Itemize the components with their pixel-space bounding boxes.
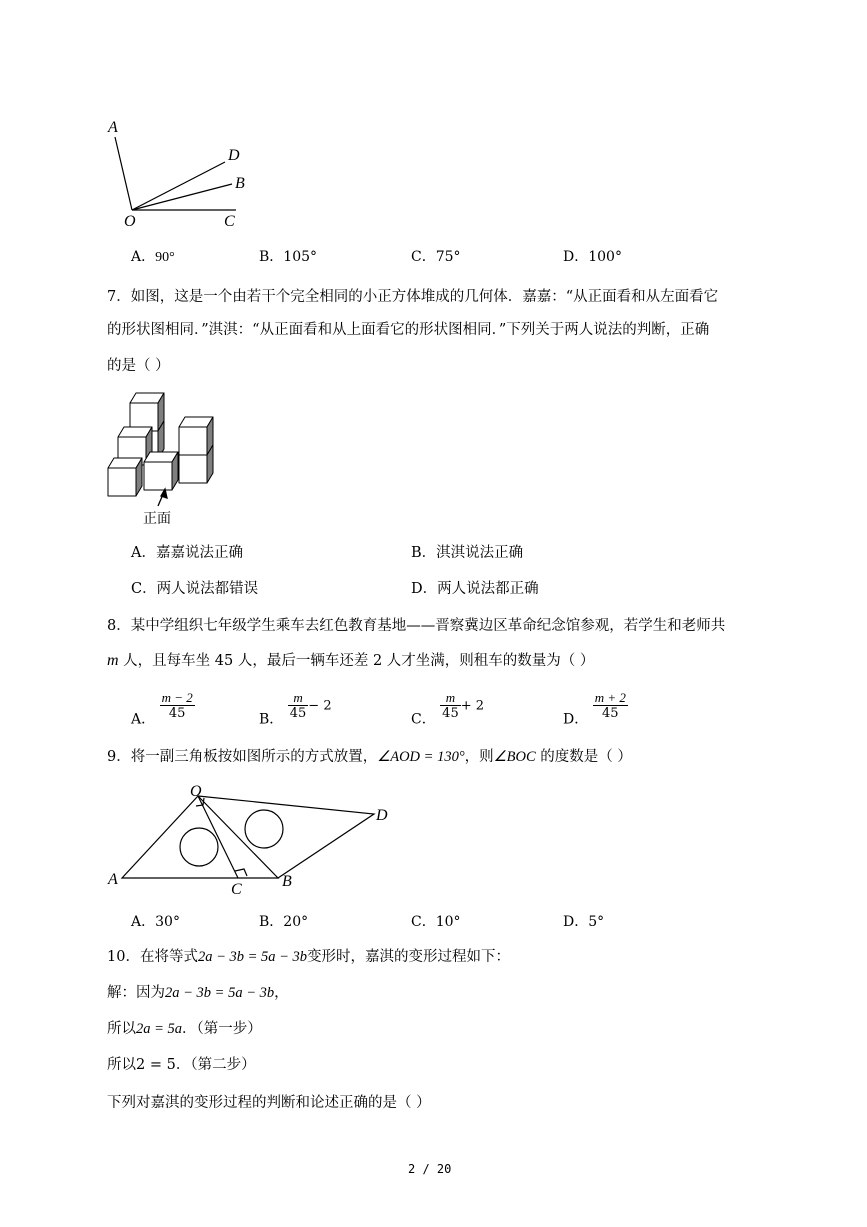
q10-question: 下列对嘉淇的变形过程的判断和论述正确的是（ ）	[107, 1095, 431, 1111]
label-c: C	[231, 881, 242, 898]
q6-option-b[interactable]: B．105°	[259, 249, 318, 265]
fraction: $\frac{m - 2}{45}$	[161, 690, 193, 721]
q10-step-2: 所以2 = 5．（第二步）	[107, 1057, 256, 1073]
q9-line: 9．将一副三角板按如图所示的方式放置，∠AOD = 130°，则∠BOC 的度数是（ ）	[107, 749, 632, 765]
q9-option-b[interactable]: B．20°	[259, 914, 309, 930]
q9-option-c[interactable]: C．10°	[411, 914, 461, 930]
angle-figure-q6	[100, 112, 260, 234]
q9-option-d[interactable]: D．5°	[563, 914, 605, 930]
q10-line-1: 10．在将等式2a − 3b = 5a − 3b变形时，嘉淇的变形过程如下：	[107, 949, 511, 965]
label-o: O	[124, 213, 136, 230]
set-square-figure	[104, 782, 400, 900]
q8-option-b[interactable]: B． $\frac{m}{45}$ − 2	[259, 690, 332, 728]
label-o: O	[190, 783, 202, 800]
q7-option-c[interactable]: C．两人说法都错误	[131, 581, 259, 597]
q8-line-1: 8．某中学组织七年级学生乘车去红色教育基地——晋察冀边区革命纪念馆参观，若学生和老师共	[107, 618, 726, 634]
q10-step-1: 所以2a = 5a．（第一步）	[107, 1021, 262, 1037]
q7-line-1: 7．如图，这是一个由若干个完全相同的小正方体堆成的几何体．嘉嘉：“从正面看和从左面看它	[107, 289, 719, 305]
q6-option-a[interactable]: A．90°	[131, 249, 175, 265]
label-c: C	[224, 213, 235, 230]
q7-line-2: 的形状图相同．”淇淇：“从正面看和从上面看它的形状图相同．”下列关于两人说法的判断，正确	[107, 322, 710, 338]
cube-stack-figure	[104, 390, 224, 508]
q8-option-d[interactable]: D． $\frac{m + 2}{45}$	[563, 690, 626, 728]
q8-line-2: m 人，且每车坐 45 人，最后一辆车还差 2 人才坐满，则租车的数量为（ ）	[107, 652, 595, 669]
label-d: D	[376, 807, 388, 824]
fraction: $\frac{m + 2}{45}$	[594, 690, 626, 721]
label-a: A	[108, 871, 118, 888]
cube-front-caption: 正面	[143, 511, 171, 527]
q7-option-a[interactable]: A．嘉嘉说法正确	[131, 545, 243, 561]
label-a: A	[108, 119, 118, 136]
label-b: B	[282, 873, 292, 890]
page-number: 2 / 20	[408, 1162, 452, 1176]
q7-line-3: 的是（ ）	[107, 358, 170, 374]
q6-option-c[interactable]: C．75°	[411, 249, 461, 265]
q9-option-a[interactable]: A．30°	[131, 914, 180, 930]
q7-option-b[interactable]: B．淇淇说法正确	[411, 545, 524, 561]
label-b: B	[235, 175, 245, 192]
label-d: D	[228, 147, 240, 164]
q10-step-0: 解：因为2a − 3b = 5a − 3b，	[107, 985, 289, 1001]
fraction: $\frac{m}{45}$	[442, 690, 459, 721]
fraction: $\frac{m}{45}$	[289, 690, 307, 721]
q8-option-a[interactable]: A． $\frac{m - 2}{45}$	[131, 690, 193, 728]
q8-option-c[interactable]: C． $\frac{m}{45}$ + 2	[411, 690, 485, 728]
q6-option-d[interactable]: D．100°	[563, 249, 622, 265]
q7-option-d[interactable]: D．两人说法都正确	[411, 581, 539, 597]
